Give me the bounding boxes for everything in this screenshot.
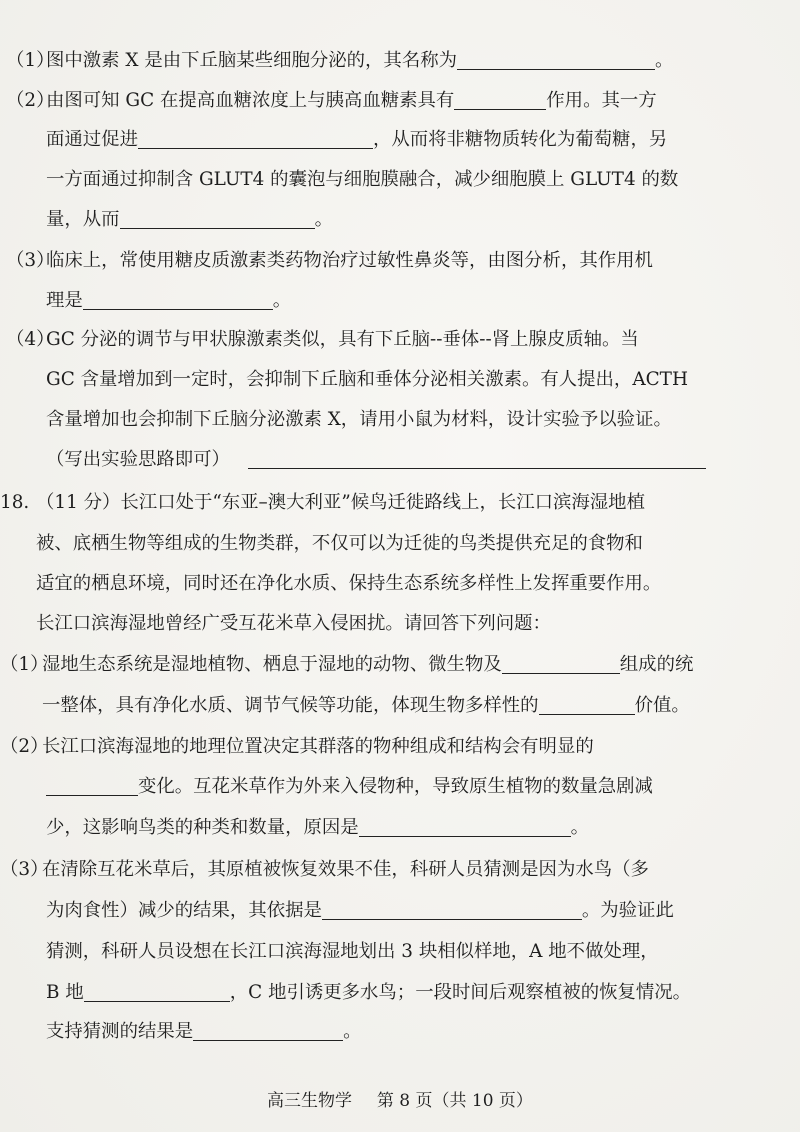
footer-page-number: 第 8 页（共 10 页） xyxy=(376,1091,533,1111)
q17-p2-text: 量，从而 xyxy=(46,209,120,230)
q17-p4-text: GC 含量增加到一定时，会抑制下丘脑和垂体分泌相关激素。有人提出，ACTH xyxy=(46,369,688,390)
q17-p4-text: （写出实验思路即可） xyxy=(46,449,230,470)
q17-p2-text: 由图可知 GC 在提高血糖浓度上与胰高血糖素具有 xyxy=(46,90,455,111)
q18-p1-number: （1） xyxy=(0,654,49,675)
q17-p3-answer-blank[interactable] xyxy=(83,289,273,310)
q18-p3-number: （3） xyxy=(0,859,49,880)
q18-p3-text: 猜测，科研人员设想在长江口滨海湿地划出 3 块相似样地，A 地不做处理， xyxy=(46,941,659,962)
q17-p3-number: （3） xyxy=(6,250,55,271)
q18-p3-blank1[interactable] xyxy=(322,899,582,920)
q17-p2-number: （2） xyxy=(6,90,55,111)
q18-intro-text: 适宜的栖息环境，同时还在净化水质、保持生态系统多样性上发挥重要作用。 xyxy=(36,573,662,594)
q17-p2-blank2[interactable] xyxy=(138,128,373,149)
q17-p2-blank1[interactable] xyxy=(454,89,546,110)
q18-p3-blank3[interactable] xyxy=(193,1020,343,1041)
q18-p3-text: 。为验证此 xyxy=(581,900,674,921)
q17-p1-number: （1） xyxy=(6,50,55,71)
q18-p1-text: 湿地生态系统是湿地植物、栖息于湿地的动物、微生物及 xyxy=(42,654,502,675)
q18-p2-number: （2） xyxy=(0,736,49,757)
q17-p2-text: 作用。其一方 xyxy=(546,90,657,111)
q17-p4-text: GC 分泌的调节与甲状腺激素类似，具有下丘脑--垂体--肾上腺皮质轴。当 xyxy=(46,329,639,350)
q17-p2-text: 面通过促进 xyxy=(46,129,138,150)
q18-p3-blank2[interactable] xyxy=(84,981,230,1002)
q18-p2-text: 长江口滨海湿地的地理位置决定其群落的物种组成和结构会有明显的 xyxy=(42,736,594,757)
q18-p1-text: 组成的统 xyxy=(619,654,694,675)
page-footer xyxy=(0,1086,800,1111)
q18-number: 18. xyxy=(0,492,30,513)
q17-p4-text: 含量增加也会抑制下丘脑分泌激素 X，请用小鼠为材料，设计实验予以验证。 xyxy=(46,409,672,430)
q18-p3-text: 在清除互花米草后，其原植被恢复效果不佳，科研人员猜测是因为水鸟（多 xyxy=(42,859,649,880)
q18-p2-blank1[interactable] xyxy=(46,775,138,796)
q18-intro-text: 被、底栖生物等组成的生物类群，不仅可以为迁徙的鸟类提供充足的食物和 xyxy=(36,533,643,554)
q18-p3-text: 支持猜测的结果是 xyxy=(46,1021,194,1042)
q17-p4-number: （4） xyxy=(6,329,55,350)
q18-p1-text: 一整体，具有净化水质、调节气候等功能，体现生物多样性的 xyxy=(42,695,539,716)
q17-p4-answer-blank[interactable] xyxy=(248,448,706,469)
q17-p2-text: 一方面通过抑制含 GLUT4 的囊泡与细胞膜融合，减少细胞膜上 GLUT4 的数 xyxy=(46,169,679,190)
punct: 。 xyxy=(655,50,674,71)
q18-intro-text: 长江口滨海湿地曾经广受互花米草入侵困扰。请回答下列问题： xyxy=(36,613,551,634)
q18-intro-text: （11 分）长江口处于“东亚–澳大利亚”候鸟迁徙路线上，长江口滨海湿地植 xyxy=(36,492,645,513)
q17-p2-blank3[interactable] xyxy=(120,208,315,229)
q18-p3-text: B 地 xyxy=(46,982,84,1003)
q18-p3-text: ，C 地引诱更多水鸟；一段时间后观察植被的恢复情况。 xyxy=(229,982,692,1003)
punct: 。 xyxy=(343,1021,362,1042)
q17-p3-text: 理是 xyxy=(46,290,83,311)
q17-p1-text: 图中激素 X 是由下丘脑某些细胞分泌的，其名称为 xyxy=(46,50,457,71)
punct: 。 xyxy=(570,817,590,838)
q18-p1-blank1[interactable] xyxy=(502,653,620,674)
q18-p2-text: 变化。互花米草作为外来入侵物种，导致原生植物的数量急剧减 xyxy=(138,776,653,797)
q17-p2-text: ，从而将非糖物质转化为葡萄糖，另 xyxy=(372,129,668,150)
footer-subject: 高三生物学 xyxy=(267,1091,353,1111)
q18-p2-text: 少，这影响鸟类的种类和数量，原因是 xyxy=(46,817,359,838)
punct: 。 xyxy=(314,209,333,230)
q18-p3-text: 为肉食性）减少的结果，其依据是 xyxy=(46,900,322,921)
q18-p1-blank2[interactable] xyxy=(539,694,635,715)
q18-p1-text: 价值。 xyxy=(634,695,690,716)
q17-p1-answer-blank[interactable] xyxy=(457,49,655,70)
q18-p2-blank2[interactable] xyxy=(359,816,571,837)
q17-p3-text: 临床上，常使用糖皮质激素类药物治疗过敏性鼻炎等，由图分析，其作用机 xyxy=(46,250,653,271)
punct: 。 xyxy=(272,290,292,311)
